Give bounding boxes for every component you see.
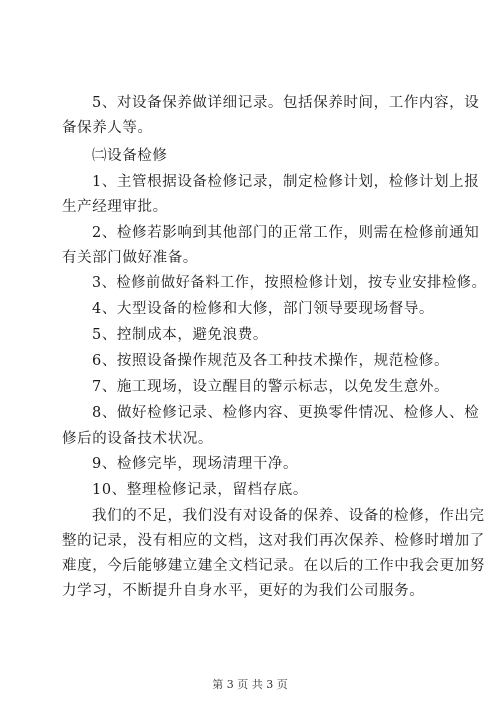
paragraph-line: 10、整理检修记录，留档存底。 [92, 482, 308, 498]
page-footer: 第 3 页 共 3 页 [212, 678, 288, 691]
paragraph-line: 修后的设备技术状况。 [62, 431, 213, 447]
paragraph-line: 6、按照设备操作规范及各工种技术操作，规范检修。 [92, 353, 450, 369]
paragraph-line: 4、大型设备的检修和大修，部门领导要现场督导。 [92, 301, 435, 317]
paragraph-line: 有关部门做好准备。 [62, 250, 198, 266]
paragraph-line: 9、检修完毕，现场清理干净。 [92, 456, 299, 472]
paragraph-line: 5、控制成本，避免浪费。 [92, 327, 268, 343]
paragraph-line: 8、做好检修记录、检修内容、更换零件情况、检修人、检 [92, 405, 480, 421]
paragraph-line: 7、施工现场，设立醒目的警示标志，以免发生意外。 [92, 379, 450, 395]
paragraph-line: 生产经理审批。 [62, 199, 168, 215]
paragraph-line: 1、主管根据设备检修记录，制定检修计划，检修计划上报 [92, 174, 480, 190]
paragraph-line: 我们的不足，我们没有对设备的保养、设备的检修，作出完 [92, 508, 485, 524]
paragraph-line: ㈡设备检修 [92, 148, 168, 164]
paragraph-line: 整的记录，没有相应的文档，这对我们再次保养、检修时增加了 [62, 533, 485, 549]
paragraph-line: 备保养人等。 [62, 120, 153, 136]
paragraph-line: 难度，今后能够建立建全文档记录。在以后的工作中我会更加努 [62, 558, 485, 574]
paragraph-line: 2、检修若影响到其他部门的正常工作，则需在检修前通知 [92, 225, 480, 241]
paragraph-line: 3、检修前做好备料工作，按照检修计划，按专业安排检修。 [92, 275, 487, 291]
paragraph-line: 力学习，不断提升自身水平，更好的为我们公司服务。 [62, 583, 425, 599]
paragraph-line: 5、对设备保养做详细记录。包括保养时间，工作内容，设 [92, 95, 480, 111]
